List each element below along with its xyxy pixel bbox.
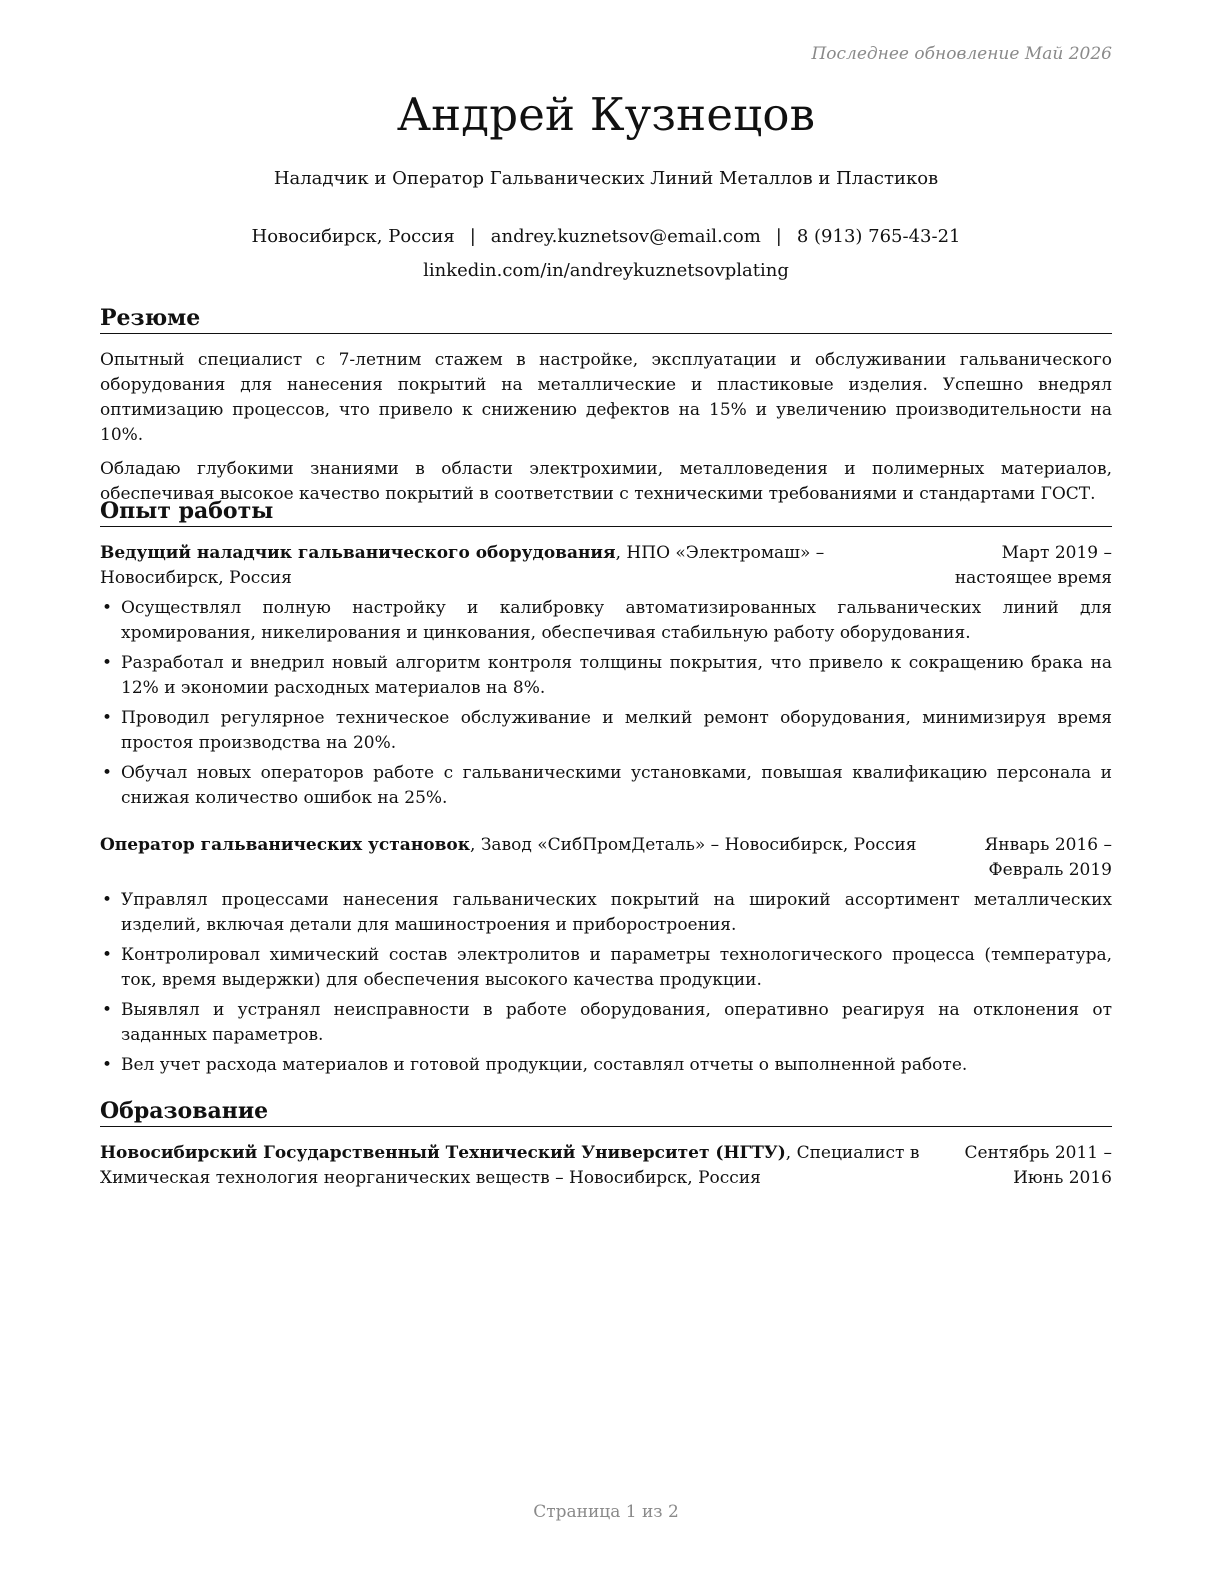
job-title-line <box>100 541 927 591</box>
education-details: , Специалист в Химическая технология неорганических веществ – Новосибирск, Россия <box>100 1143 920 1188</box>
job-entry <box>100 541 1112 811</box>
education-title-line <box>100 1141 927 1191</box>
job-bullet: • Разработал и внедрил новый алгоритм контроля толщины покрытия, что привело к сокращению брака на 12% и экономии расходных материалов на 8%. <box>100 651 1112 701</box>
experience-title: Опыт работы <box>100 498 1112 527</box>
job-dates: Март 2019 – настоящее время <box>954 543 1112 588</box>
job-organization: , НПО «Электромаш» – Новосибирск, Россия <box>100 543 825 588</box>
job-role: Ведущий наладчик гальванического оборудования <box>100 543 616 563</box>
job-bullet: • Обучал новых операторов работе с гальваническими установками, повышая квалификацию персонала и снижая количество ошибок на 25%. <box>100 761 1112 811</box>
experience-section <box>100 498 1112 1083</box>
contact-line <box>100 220 1112 254</box>
contact-phone[interactable]: 8 (913) 765-43-21 <box>796 226 961 247</box>
contact-location: Новосибирск, Россия <box>251 226 455 247</box>
job-bullet: • Контролировал химический состав электролитов и параметры технологического процесса (температура, ток, время выдержки) для обеспечения высокого качества продукции. <box>100 943 1112 993</box>
education-title: Образование <box>100 1098 1112 1127</box>
job-bullet: • Осуществлял полную настройку и калибровку автоматизированных гальванических линий для хромирования, никелирования и цинкования, обеспечивая стабильную работу оборудования. <box>100 596 1112 646</box>
job-role: Оператор гальванических установок <box>100 835 471 855</box>
job-bullet: • Вел учет расхода материалов и готовой продукции, составлял отчеты о выполненной работе. <box>100 1053 1112 1078</box>
contact-separator: | <box>775 226 782 247</box>
contact-email[interactable]: andrey.kuznetsov@email.com <box>490 226 761 247</box>
job-bullets <box>100 888 1112 1078</box>
contact-separator: | <box>469 226 476 247</box>
job-bullet: • Проводил регулярное техническое обслуживание и мелкий ремонт оборудования, минимизируя время простоя производства на 20%. <box>100 706 1112 756</box>
job-header <box>100 541 1112 591</box>
contact-block <box>100 220 1112 288</box>
education-section <box>100 1098 1112 1191</box>
job-header <box>100 833 1112 883</box>
summary-paragraph: Обладаю глубокими знаниями в области электрохимии, металловедения и полимерных материалов, обеспечивая высокое качество покрытий в соответствии с техническими требованиями и стандартами ГОСТ. <box>100 459 1112 504</box>
summary-title: Резюме <box>100 305 1112 334</box>
job-title-line <box>100 833 927 883</box>
candidate-name: Андрей Кузнецов <box>396 88 816 141</box>
page-number: Страница 1 из 2 <box>533 1502 679 1522</box>
education-dates: Сентябрь 2011 – Июнь 2016 <box>964 1143 1112 1188</box>
candidate-headline: Наладчик и Оператор Гальванических Линий Металлов и Пластиков <box>273 168 939 189</box>
job-bullets <box>100 596 1112 811</box>
job-bullet: • Управлял процессами нанесения гальванических покрытий на широкий ассортимент металлических изделий, включая детали для машиностроения и приборостроения. <box>100 888 1112 938</box>
last-updated: Последнее обновление Май 2026 <box>811 44 1112 64</box>
summary-paragraph: Опытный специалист с 7-летним стажем в настройке, эксплуатации и обслуживании гальванического оборудования для нанесения покрытий на металлические и пластиковые изделия. Успешно внедрял оптимизацию процессов, что привело к снижению дефектов на 15% и увеличению производительности на 10%. <box>100 350 1112 445</box>
job-entry <box>100 833 1112 1078</box>
job-bullet: • Выявлял и устранял неисправности в работе оборудования, оперативно реагируя на отклонения от заданных параметров. <box>100 998 1112 1048</box>
resume-page <box>100 0 1112 1584</box>
job-dates: Январь 2016 – Февраль 2019 <box>984 835 1112 880</box>
contact-linkedin[interactable]: linkedin.com/in/andreykuznetsovplating <box>423 260 789 281</box>
education-school: Новосибирский Государственный Технический Университет (НГТУ) <box>100 1143 786 1163</box>
education-entry <box>100 1141 1112 1191</box>
job-organization: , Завод «СибПромДеталь» – Новосибирск, Россия <box>470 835 917 855</box>
summary-section <box>100 305 1112 516</box>
